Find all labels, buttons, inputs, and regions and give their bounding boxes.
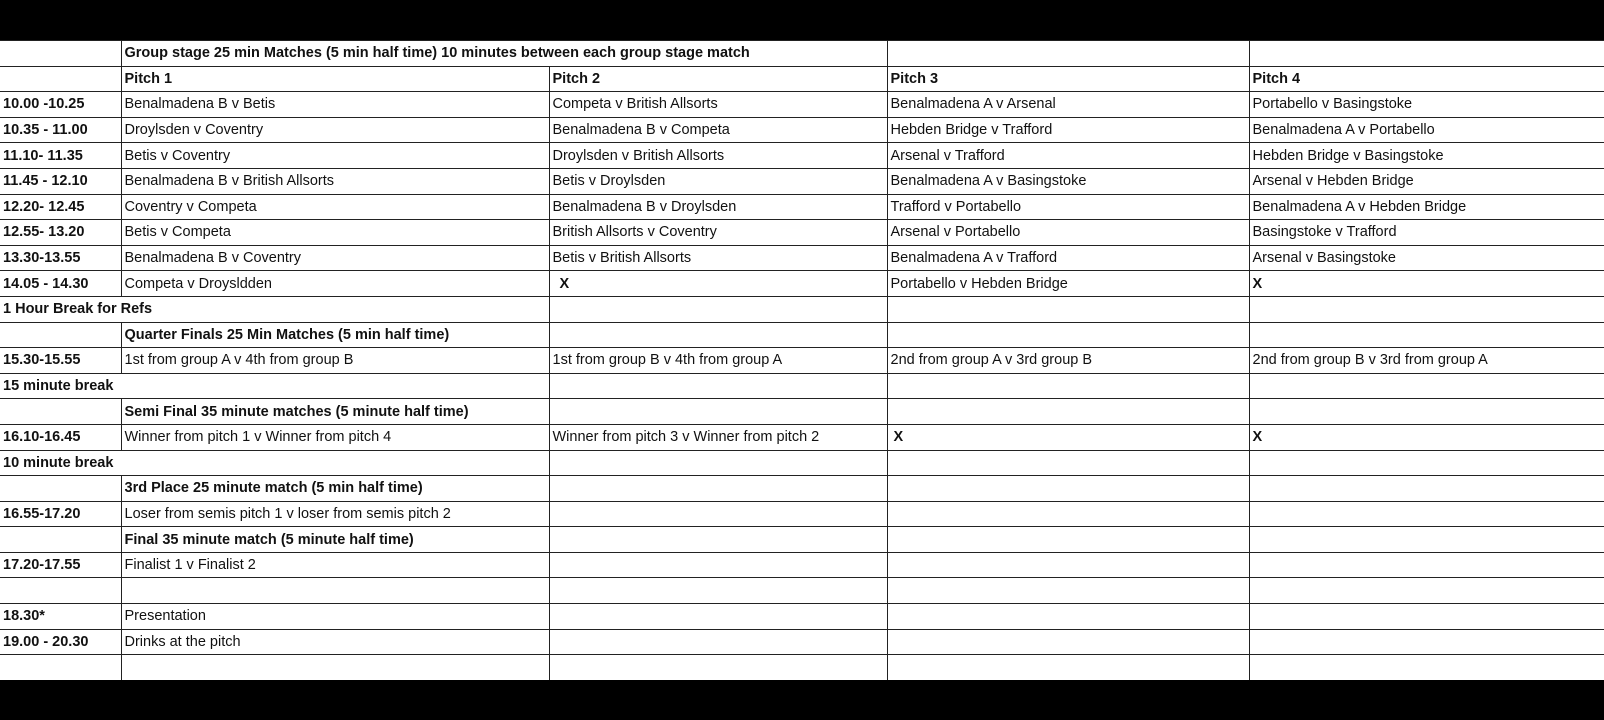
- presentation-time: 18.30*: [0, 604, 121, 630]
- empty-cell: [1249, 296, 1604, 322]
- empty-cell: [0, 578, 121, 604]
- schedule-sheet: [0, 40, 1604, 680]
- break-row: [0, 373, 1604, 399]
- empty-cell: [549, 476, 887, 502]
- match-cell: 1st from group A v 4th from group B: [121, 348, 549, 374]
- match-cell: Competa v Droysldden: [121, 271, 549, 297]
- drinks-label: Drinks at the pitch: [121, 629, 549, 655]
- empty-cell: [1249, 552, 1604, 578]
- group-stage-title: Group stage 25 min Matches (5 min half time) 10 minutes between each group stage match: [121, 41, 887, 67]
- schedule-table: [0, 40, 1604, 680]
- time-cell: [0, 41, 121, 67]
- empty-cell: [887, 501, 1249, 527]
- match-cell: Trafford v Portabello: [887, 194, 1249, 220]
- table-row: [0, 604, 1604, 630]
- match-cell: Benalmadena B v Betis: [121, 92, 549, 118]
- semi-finals-title: Semi Final 35 minute matches (5 minute half time): [121, 399, 549, 425]
- empty-cell: [1249, 527, 1604, 553]
- empty-cell: [549, 450, 887, 476]
- empty-cell: [549, 552, 887, 578]
- table-row: [0, 92, 1604, 118]
- match-cell: Betis v British Allsorts: [549, 245, 887, 271]
- empty-cell: [549, 373, 887, 399]
- match-time: 12.20- 12.45: [0, 194, 121, 220]
- match-cell: Droylsden v British Allsorts: [549, 143, 887, 169]
- table-row: [0, 143, 1604, 169]
- match-time: 14.05 - 14.30: [0, 271, 121, 297]
- section-title-row: [0, 322, 1604, 348]
- empty-cell: [1249, 399, 1604, 425]
- table-row: [0, 117, 1604, 143]
- table-row: [0, 220, 1604, 246]
- empty-cell: [549, 399, 887, 425]
- match-cell: Benalmadena B v Competa: [549, 117, 887, 143]
- match-cell: Benalmadena A v Arsenal: [887, 92, 1249, 118]
- empty-cell: [1249, 629, 1604, 655]
- section-title-row: [0, 527, 1604, 553]
- match-cell: Portabello v Hebden Bridge: [887, 271, 1249, 297]
- empty-cell: [1249, 41, 1604, 67]
- match-cell: 2nd from group A v 3rd group B: [887, 348, 1249, 374]
- match-cell: Loser from semis pitch 1 v loser from semis pitch 2: [121, 501, 549, 527]
- match-cell: Benalmadena B v Droylsden: [549, 194, 887, 220]
- table-row: [0, 552, 1604, 578]
- empty-cell: [1249, 501, 1604, 527]
- pitch-2-header: Pitch 2: [549, 66, 887, 92]
- match-cell: Benalmadena A v Basingstoke: [887, 168, 1249, 194]
- empty-cell: [549, 578, 887, 604]
- no-match-mark: X: [1249, 271, 1604, 297]
- match-cell: Coventry v Competa: [121, 194, 549, 220]
- empty-cell: [549, 604, 887, 630]
- empty-cell: [1249, 322, 1604, 348]
- match-cell: Benalmadena A v Portabello: [1249, 117, 1604, 143]
- match-cell: Benalmadena B v British Allsorts: [121, 168, 549, 194]
- empty-cell: [887, 476, 1249, 502]
- break-label: 15 minute break: [0, 373, 549, 399]
- empty-cell: [549, 655, 887, 680]
- refs-break-label: 1 Hour Break for Refs: [0, 296, 549, 322]
- no-match-mark: X: [549, 271, 887, 297]
- empty-cell: [887, 373, 1249, 399]
- empty-cell: [549, 296, 887, 322]
- match-time: 11.45 - 12.10: [0, 168, 121, 194]
- match-cell: Arsenal v Trafford: [887, 143, 1249, 169]
- match-cell: Arsenal v Basingstoke: [1249, 245, 1604, 271]
- section-title-row: [0, 476, 1604, 502]
- empty-cell: [1249, 578, 1604, 604]
- pitch-3-header: Pitch 3: [887, 66, 1249, 92]
- match-cell: Betis v Competa: [121, 220, 549, 246]
- match-time: 16.55-17.20: [0, 501, 121, 527]
- match-time: 12.55- 13.20: [0, 220, 121, 246]
- section-title-row: [0, 399, 1604, 425]
- match-time: 11.10- 11.35: [0, 143, 121, 169]
- empty-cell: [887, 41, 1249, 67]
- match-cell: Benalmadena B v Coventry: [121, 245, 549, 271]
- empty-cell: [887, 655, 1249, 680]
- match-time: 10.00 -10.25: [0, 92, 121, 118]
- empty-cell: [887, 629, 1249, 655]
- empty-cell: [121, 655, 549, 680]
- match-cell: Finalist 1 v Finalist 2: [121, 552, 549, 578]
- time-cell: [0, 399, 121, 425]
- match-time: 15.30-15.55: [0, 348, 121, 374]
- time-cell: [0, 527, 121, 553]
- match-cell: Competa v British Allsorts: [549, 92, 887, 118]
- empty-cell: [549, 527, 887, 553]
- empty-cell: [549, 322, 887, 348]
- match-time: 13.30-13.55: [0, 245, 121, 271]
- match-cell: Basingstoke v Trafford: [1249, 220, 1604, 246]
- match-cell: Hebden Bridge v Trafford: [887, 117, 1249, 143]
- match-cell: British Allsorts v Coventry: [549, 220, 887, 246]
- third-place-title: 3rd Place 25 minute match (5 min half time): [121, 476, 549, 502]
- match-cell: Benalmadena A v Hebden Bridge: [1249, 194, 1604, 220]
- table-row: [0, 424, 1604, 450]
- empty-cell: [887, 450, 1249, 476]
- table-row: [0, 348, 1604, 374]
- match-cell: Betis v Droylsden: [549, 168, 887, 194]
- empty-cell: [887, 399, 1249, 425]
- empty-cell: [1249, 604, 1604, 630]
- match-time: 16.10-16.45: [0, 424, 121, 450]
- empty-cell: [549, 501, 887, 527]
- empty-cell: [1249, 450, 1604, 476]
- presentation-label: Presentation: [121, 604, 549, 630]
- empty-cell: [121, 578, 549, 604]
- final-title: Final 35 minute match (5 minute half time): [121, 527, 549, 553]
- empty-cell: [1249, 655, 1604, 680]
- no-match-mark: X: [1249, 424, 1604, 450]
- empty-row: [0, 578, 1604, 604]
- empty-cell: [549, 629, 887, 655]
- empty-cell: [1249, 476, 1604, 502]
- pitch-header-row: [0, 66, 1604, 92]
- empty-cell: [887, 296, 1249, 322]
- drinks-time: 19.00 - 20.30: [0, 629, 121, 655]
- time-cell: [0, 322, 121, 348]
- empty-cell: [887, 552, 1249, 578]
- table-row: [0, 501, 1604, 527]
- match-cell: 1st from group B v 4th from group A: [549, 348, 887, 374]
- empty-row: [0, 655, 1604, 680]
- pitch-4-header: Pitch 4: [1249, 66, 1604, 92]
- empty-cell: [0, 655, 121, 680]
- empty-cell: [887, 604, 1249, 630]
- break-label: 10 minute break: [0, 450, 549, 476]
- empty-cell: [1249, 373, 1604, 399]
- match-cell: 2nd from group B v 3rd from group A: [1249, 348, 1604, 374]
- empty-cell: [887, 527, 1249, 553]
- table-row: [0, 168, 1604, 194]
- match-cell: Betis v Coventry: [121, 143, 549, 169]
- match-time: 10.35 - 11.00: [0, 117, 121, 143]
- match-cell: Winner from pitch 3 v Winner from pitch 2: [549, 424, 887, 450]
- table-row: [0, 629, 1604, 655]
- empty-cell: [887, 322, 1249, 348]
- match-time: 17.20-17.55: [0, 552, 121, 578]
- quarter-finals-title: Quarter Finals 25 Min Matches (5 min half time): [121, 322, 549, 348]
- time-cell: [0, 66, 121, 92]
- match-cell: Benalmadena A v Trafford: [887, 245, 1249, 271]
- match-cell: Winner from pitch 1 v Winner from pitch 4: [121, 424, 549, 450]
- group-stage-title-row: [0, 41, 1604, 67]
- table-row: [0, 245, 1604, 271]
- empty-cell: [887, 578, 1249, 604]
- time-cell: [0, 476, 121, 502]
- break-row: [0, 450, 1604, 476]
- no-match-mark: X: [887, 424, 1249, 450]
- table-row: [0, 194, 1604, 220]
- match-cell: Droylsden v Coventry: [121, 117, 549, 143]
- match-cell: Arsenal v Hebden Bridge: [1249, 168, 1604, 194]
- match-cell: Arsenal v Portabello: [887, 220, 1249, 246]
- pitch-1-header: Pitch 1: [121, 66, 549, 92]
- break-row: [0, 296, 1604, 322]
- table-row: [0, 271, 1604, 297]
- match-cell: Hebden Bridge v Basingstoke: [1249, 143, 1604, 169]
- match-cell: Portabello v Basingstoke: [1249, 92, 1604, 118]
